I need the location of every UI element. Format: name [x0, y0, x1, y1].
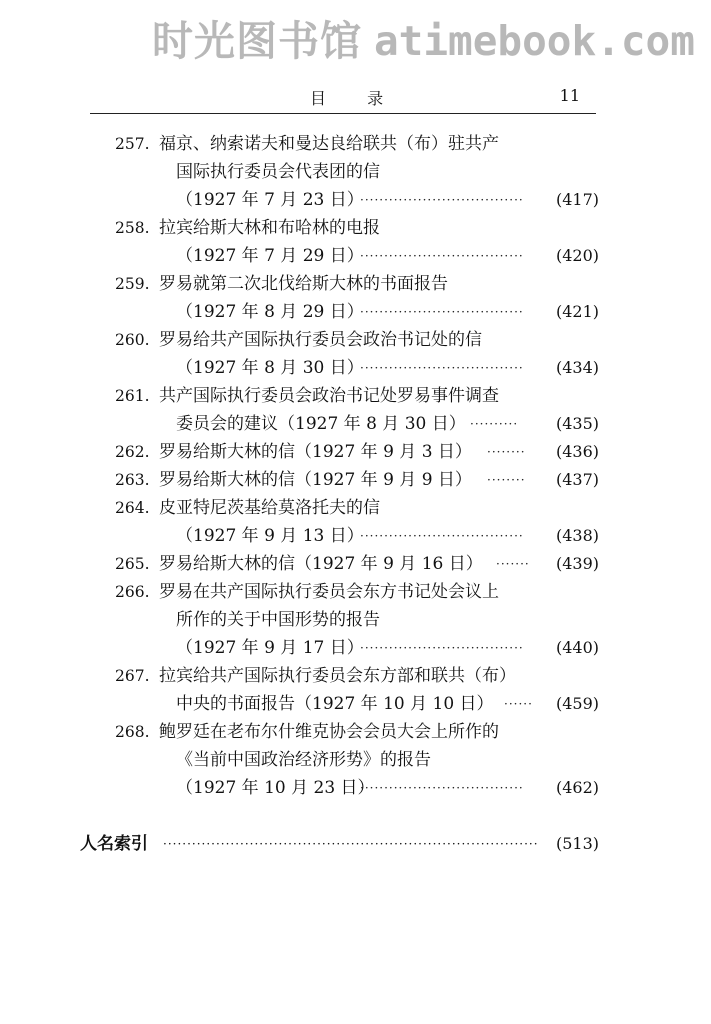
entry-number: 268.: [115, 723, 150, 741]
entry-title-line: 国际执行委员会代表团的信: [176, 162, 380, 182]
dot-leader: ··············································································: [163, 837, 539, 851]
entry-title-line: 罗易就第二次北伐给斯大林的书面报告: [159, 274, 448, 294]
entry-date-row: [0, 354, 711, 382]
entry-number: 257.: [115, 135, 150, 153]
entry-date-row: [0, 634, 711, 662]
toc-entry: [0, 130, 711, 158]
entry-page: (439): [555, 554, 599, 573]
entry-title-line: 《当前中国政治经济形势》的报告: [176, 750, 431, 770]
entry-date-row: [0, 186, 711, 214]
dot-leader: ··········: [470, 417, 519, 431]
entry-number: 261.: [115, 387, 150, 405]
toc-entry: [0, 494, 711, 522]
entry-title-line: 罗易给共产国际执行委员会政治书记处的信: [159, 330, 482, 350]
dot-leader: ······: [504, 697, 533, 711]
entry-number: 265.: [115, 555, 150, 573]
entry-title-line: 共产国际执行委员会政治书记处罗易事件调查: [159, 386, 499, 406]
dot-leader: ··································: [360, 641, 524, 655]
entry-title-line: 所作的关于中国形势的报告: [176, 610, 380, 630]
dot-leader: ··································: [360, 781, 524, 795]
header-title: 目 录: [310, 89, 402, 108]
entry-date-row: [0, 410, 711, 438]
index-label: 人名索引: [80, 834, 148, 854]
entry-number: 263.: [115, 471, 150, 489]
entry-title-line: 福京、纳索诺夫和曼达良给联共（布）驻共产: [159, 134, 499, 154]
entry-title-line-row: [0, 606, 711, 634]
entry-date-row: [0, 242, 711, 270]
entry-page: (420): [555, 246, 599, 265]
entry-page: (421): [555, 302, 599, 321]
toc-entry: [0, 326, 711, 354]
entry-title-line: 拉宾给斯大林和布哈林的电报: [159, 218, 380, 238]
entry-page: (435): [555, 414, 599, 433]
toc-entry: [0, 550, 711, 578]
entry-date: （1927 年 8 月 29 日）: [176, 302, 364, 322]
entry-title-line: 罗易给斯大林的信（1927 年 9 月 16 日）: [159, 554, 483, 574]
toc-entry: [0, 382, 711, 410]
entry-number: 266.: [115, 583, 150, 601]
entry-date: （1927 年 7 月 23 日）: [176, 190, 364, 210]
entry-number: 258.: [115, 219, 150, 237]
entry-title-line: 罗易给斯大林的信（1927 年 9 月 3 日）: [159, 442, 472, 462]
watermark-en: atimebook.com: [374, 17, 695, 65]
watermark-cn: 时光图书馆: [152, 17, 362, 65]
toc-entry: [0, 718, 711, 746]
entry-title-line: 罗易给斯大林的信（1927 年 9 月 9 日）: [159, 470, 472, 490]
entry-title-line: 罗易在共产国际执行委员会东方书记处会议上: [159, 582, 499, 602]
toc-entry: [0, 270, 711, 298]
dot-leader: ··································: [360, 361, 524, 375]
dot-leader: ··································: [360, 193, 524, 207]
entry-date: （1927 年 10 月 23 日）: [176, 778, 375, 798]
index-page: (513): [555, 834, 599, 853]
entry-page: (438): [555, 526, 599, 545]
entry-number: 264.: [115, 499, 150, 517]
entry-number: 262.: [115, 443, 150, 461]
entry-title-line: 拉宾给共产国际执行委员会东方部和联共（布）: [159, 666, 516, 686]
entry-number: 260.: [115, 331, 150, 349]
entry-title-line: 委员会的建议（1927 年 8 月 30 日）: [176, 414, 466, 434]
toc-entry: [0, 214, 711, 242]
toc-entry: [0, 662, 711, 690]
entry-date-row: [0, 298, 711, 326]
entry-title-line: 鲍罗廷在老布尔什维克协会会员大会上所作的: [159, 722, 499, 742]
entry-title-line: 中央的书面报告（1927 年 10 月 10 日）: [176, 694, 494, 714]
entry-date: （1927 年 8 月 30 日）: [176, 358, 364, 378]
dot-leader: ··································: [360, 249, 524, 263]
entry-date: （1927 年 7 月 29 日）: [176, 246, 364, 266]
entry-date: （1927 年 9 月 13 日）: [176, 526, 364, 546]
dot-leader: ··································: [360, 305, 524, 319]
entry-date-row: [0, 690, 711, 718]
entry-page: (436): [555, 442, 599, 461]
entry-title-line-row: [0, 746, 711, 774]
entry-title-line-row: [0, 158, 711, 186]
toc-entry: [0, 466, 711, 494]
entry-date-row: [0, 774, 711, 802]
entry-page: (459): [555, 694, 599, 713]
entry-number: 259.: [115, 275, 150, 293]
entry-title-line: 皮亚特尼茨基给莫洛托夫的信: [159, 498, 380, 518]
header-page-number: 11: [559, 86, 580, 105]
entry-date: （1927 年 9 月 17 日）: [176, 638, 364, 658]
entry-number: 267.: [115, 667, 150, 685]
dot-leader: ·······: [496, 557, 530, 571]
entry-page: (462): [555, 778, 599, 797]
header-rule: [90, 113, 596, 114]
toc-entry: [0, 578, 711, 606]
watermark: [152, 8, 695, 67]
entry-page: (440): [555, 638, 599, 657]
entry-page: (417): [555, 190, 599, 209]
dot-leader: ········: [487, 473, 526, 487]
toc-entry: [0, 438, 711, 466]
dot-leader: ········: [487, 445, 526, 459]
entry-page: (434): [555, 358, 599, 377]
dot-leader: ··································: [360, 529, 524, 543]
index-entry: [80, 830, 605, 858]
entry-date-row: [0, 522, 711, 550]
running-head: [90, 86, 590, 114]
entry-page: (437): [555, 470, 599, 489]
